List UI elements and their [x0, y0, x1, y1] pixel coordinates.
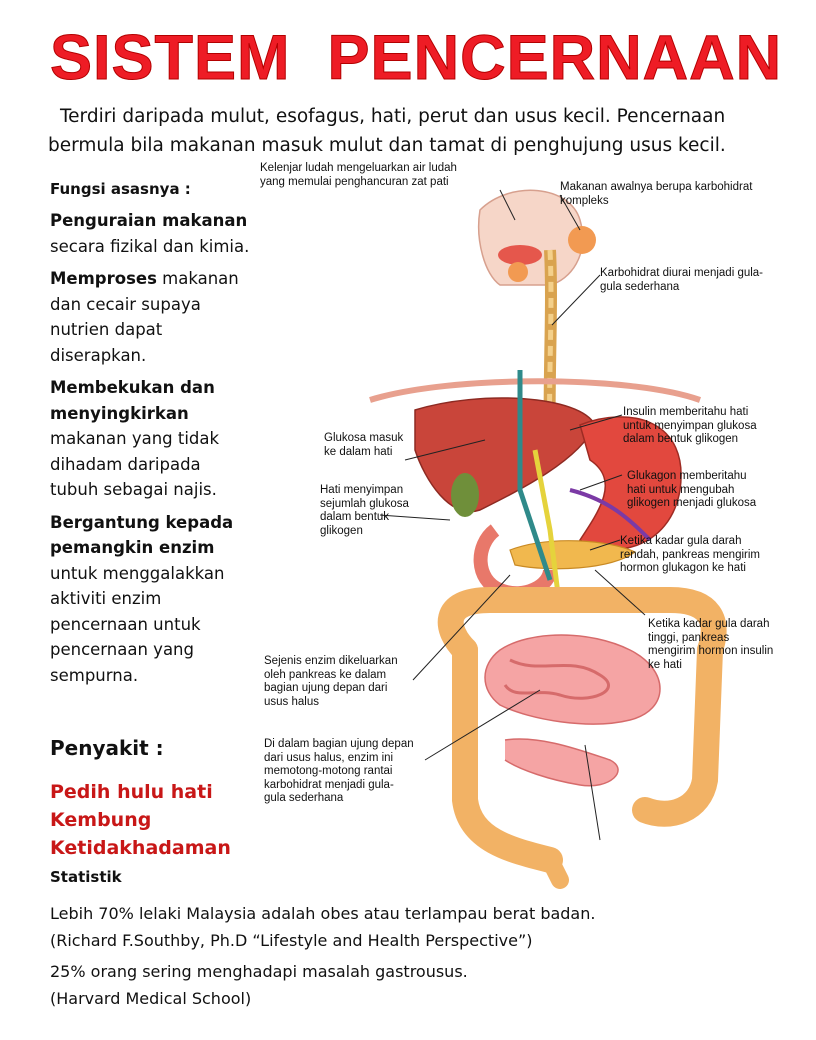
- fungsi-item-text: secara fizikal dan kimia.: [50, 236, 250, 256]
- stat-line: 25% orang sering menghadapi masalah gastrousus.: [50, 962, 468, 981]
- small-intestine: [485, 635, 660, 724]
- liver: [415, 398, 595, 512]
- gallbladder: [451, 473, 479, 517]
- stat-source: (Richard F.Southby, Ph.D “Lifestyle and Health Perspective”): [50, 931, 533, 950]
- disease-item: Ketidakhadaman: [50, 837, 231, 859]
- rectum: [550, 860, 560, 880]
- fungsi-item-bold: Penguraian makanan: [50, 211, 248, 230]
- label-gula-rendah: Ketika kadar gula darah rendah, pankreas mengirim hormon glukagon ke hati: [620, 535, 760, 574]
- fungsi-item-text: untuk menggalakkan aktiviti enzim pencernaan untuk pencernaan yang sempurna.: [50, 563, 225, 685]
- fungsi-item: [50, 266, 250, 368]
- fungsi-item-bold: Bergantung kepada pemangkin enzim: [50, 512, 234, 557]
- digestive-system-diagram: [250, 160, 810, 900]
- salivary-gland: [568, 226, 596, 254]
- diaphragm: [370, 381, 700, 400]
- label-gula-tinggi: Ketika kadar gula darah tinggi, pankreas mengirim hormon insulin ke hati: [648, 618, 774, 671]
- tongue: [498, 245, 542, 265]
- fungsi-item-text: makanan dan cecair supaya nutrien dapat diserapkan.: [50, 269, 239, 365]
- label-hati-simpan: Hati menyimpan sejumlah glukosa dalam bentuk glikogen: [320, 484, 409, 537]
- fungsi-item: [50, 375, 250, 503]
- salivary-gland: [508, 262, 528, 282]
- stat-source: (Harvard Medical School): [50, 989, 252, 1008]
- statistik-heading: Statistik: [50, 868, 122, 886]
- label-glukosa-masuk: Glukosa masuk ke dalam hati: [324, 432, 404, 458]
- fungsi-item: [50, 208, 250, 259]
- label-glukagon: Glukagon memberitahu hati untuk mengubah glikogen menjadi glukosa: [627, 470, 757, 509]
- label-kelenjar: Kelenjar ludah mengeluarkan air ludah yang memulai penghancuran zat pati: [260, 162, 457, 188]
- disease-list: [50, 778, 231, 862]
- statistik-section: [50, 900, 595, 1012]
- fungsi-section: [50, 180, 250, 695]
- fungsi-item-text: makanan yang tidak dihadam daripada tubuh sebagai najis.: [50, 429, 220, 499]
- label-karbohidrat: Karbohidrat diurai menjadi gula- gula sederhana: [600, 267, 764, 293]
- label-insulin-hati: Insulin memberitahu hati untuk menyimpan glukosa dalam bentuk glikogen: [623, 406, 757, 445]
- label-makanan: Makanan awalnya berupa karbohidrat kompleks: [560, 181, 753, 207]
- fungsi-item: [50, 510, 250, 689]
- fungsi-heading: Fungsi asasnya :: [50, 180, 191, 198]
- intro-paragraph: Terdiri daripada mulut, esofagus, hati, perut dan usus kecil. Pencernaan bermula bila makanan masuk mulut dan tamat di penghujung usus kecil.: [48, 106, 726, 156]
- stat-line: Lebih 70% lelaki Malaysia adalah obes atau terlampau berat badan.: [50, 904, 596, 923]
- label-enzim-pankreas: Sejenis enzim dikeluarkan oleh pankreas ke dalam bagian ujung depan dari usus halus: [264, 655, 398, 708]
- fungsi-item-bold: Membekukan dan menyingkirkan: [50, 378, 215, 423]
- disease-item: Kembung: [50, 809, 152, 831]
- penyakit-heading: Penyakit :: [50, 736, 164, 760]
- disease-item: Pedih hulu hati: [50, 781, 213, 803]
- fungsi-item-bold: Memproses: [50, 269, 157, 288]
- page-title: SISTEM PENCERNAAN: [50, 23, 783, 93]
- label-ujung-depan: Di dalam bagian ujung depan dari usus halus, enzim ini memotong-motong rantai karbohidrat menjadi gula- gula sederhana: [264, 738, 414, 804]
